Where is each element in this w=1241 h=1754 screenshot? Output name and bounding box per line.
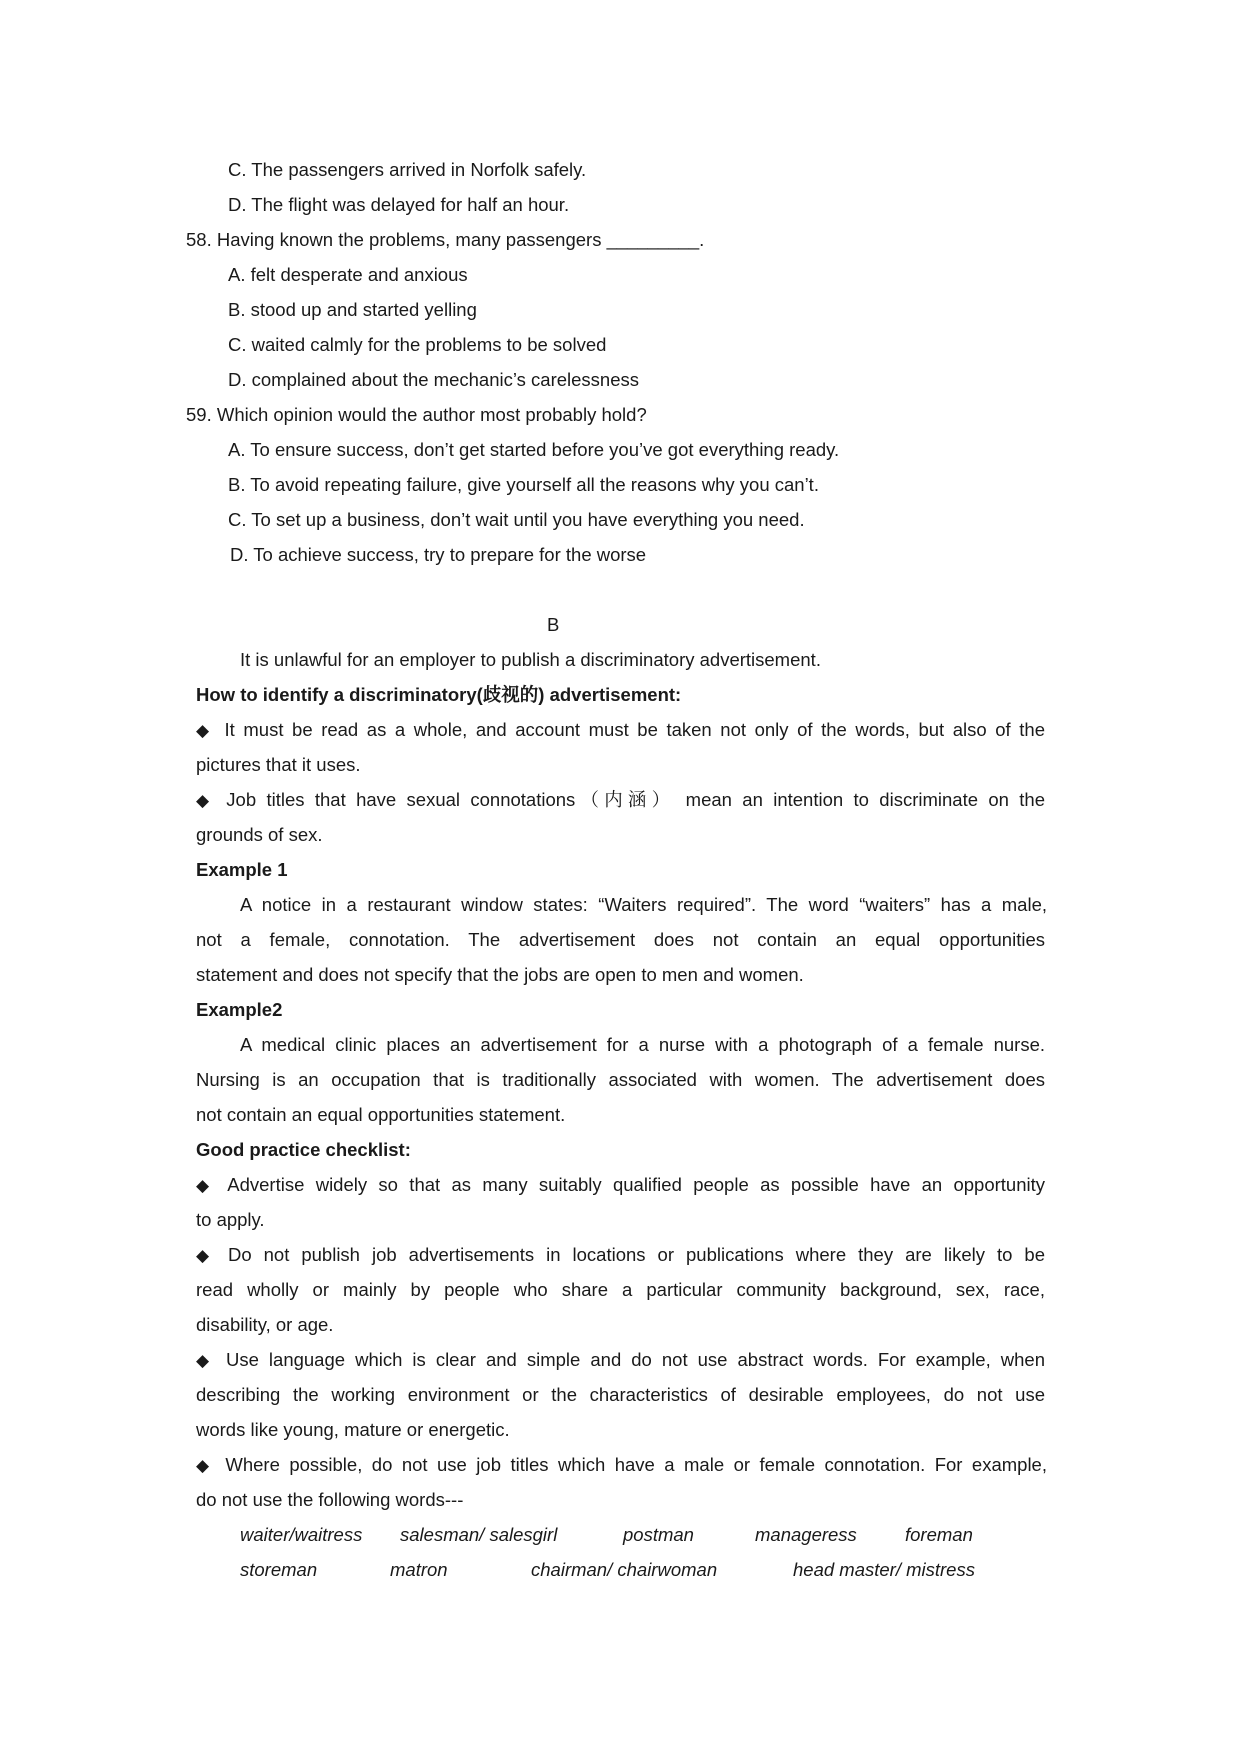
bullet-diamond-icon: ◆ xyxy=(196,791,215,810)
check-1-line-1 xyxy=(196,1173,1045,1198)
q59-stem: 59. Which opinion would the author most probably hold? xyxy=(186,404,647,425)
q57-option-c: C. The passengers arrived in Norfolk safely. xyxy=(228,159,587,180)
job-title-word: waiter/waitress xyxy=(240,1524,363,1545)
bullet-diamond-icon: ◆ xyxy=(196,1176,216,1195)
bullet-1-text: It must be read as a whole, and account must be taken not only of the words, but also of the xyxy=(224,719,1045,740)
bullet-2-line-2: grounds of sex. xyxy=(196,824,323,845)
q58-option-d: D. complained about the mechanic’s carelessness xyxy=(228,369,639,390)
q59-option-d: D. To achieve success, try to prepare for the worse xyxy=(230,544,647,565)
check-4-text: Where possible, do not use job titles which have a male or female connotation. For example, xyxy=(225,1454,1047,1475)
check-3-text: Use language which is clear and simple and do not use abstract words. For example, when xyxy=(225,1349,1045,1370)
bullet-diamond-icon: ◆ xyxy=(196,1351,214,1370)
example-2-line-2: Nursing is an occupation that is traditionally associated with women. The advertisement does xyxy=(196,1069,1045,1090)
example-1-line-1: A notice in a restaurant window states: “Waiters required”. The word “waiters” has a male, xyxy=(240,894,1047,915)
bullet-2-text: Job titles that have sexual connotations（内涵） mean an intention to discriminate on the xyxy=(226,789,1045,810)
bullet-1-line-1 xyxy=(196,718,1045,743)
example-2-line-1: A medical clinic places an advertisement for a nurse with a photograph of a female nurse. xyxy=(240,1034,1045,1055)
check-1-text: Advertise widely so that as many suitably qualified people as possible have an opportunity xyxy=(227,1174,1045,1195)
q58-option-c: C. waited calmly for the problems to be solved xyxy=(228,334,607,355)
identify-heading: How to identify a discriminatory(歧视的) advertisement: xyxy=(196,684,682,705)
check-4-line-1 xyxy=(196,1453,1047,1478)
check-2-line-2: read wholly or mainly by people who share a particular community background, sex, race, xyxy=(196,1279,1045,1300)
check-3-line-1 xyxy=(196,1348,1045,1373)
example-1-heading: Example 1 xyxy=(196,859,288,880)
bullet-diamond-icon: ◆ xyxy=(196,1456,214,1475)
section-intro: It is unlawful for an employer to publish a discriminatory advertisement. xyxy=(240,649,821,670)
q58-option-b: B. stood up and started yelling xyxy=(228,299,477,320)
job-title-word: foreman xyxy=(905,1524,973,1545)
bullet-1-line-2: pictures that it uses. xyxy=(196,754,361,775)
check-2-line-3: disability, or age. xyxy=(196,1314,334,1335)
q58-stem: 58. Having known the problems, many passengers _________. xyxy=(186,229,705,250)
job-title-word: salesman/ salesgirl xyxy=(400,1524,558,1545)
bullet-2-line-1 xyxy=(196,788,1045,813)
example-2-line-3: not contain an equal opportunities statement. xyxy=(196,1104,566,1125)
check-3-line-2: describing the working environment or the characteristics of desirable employees, do not use xyxy=(196,1384,1045,1405)
q59-option-b: B. To avoid repeating failure, give yourself all the reasons why you can’t. xyxy=(228,474,819,495)
example-1-line-3: statement and does not specify that the jobs are open to men and women. xyxy=(196,964,804,985)
q58-option-a: A. felt desperate and anxious xyxy=(228,264,468,285)
check-3-line-3: words like young, mature or energetic. xyxy=(196,1419,510,1440)
job-title-word: matron xyxy=(390,1559,448,1580)
job-title-word: postman xyxy=(623,1524,694,1545)
job-title-word: storeman xyxy=(240,1559,318,1580)
job-title-word: head master/ mistress xyxy=(793,1559,975,1580)
check-2-text: Do not publish job advertisements in locations or publications where they are likely to be xyxy=(227,1244,1045,1265)
bullet-diamond-icon: ◆ xyxy=(196,1246,216,1265)
q59-option-c: C. To set up a business, don’t wait until you have everything you need. xyxy=(228,509,805,530)
example-1-line-2: not a female, connotation. The advertisement does not contain an equal opportunities xyxy=(196,929,1045,950)
check-4-line-2: do not use the following words--- xyxy=(196,1489,464,1510)
bullet-diamond-icon: ◆ xyxy=(196,721,213,740)
check-2-line-1 xyxy=(196,1243,1045,1268)
job-title-word: manageress xyxy=(755,1524,857,1545)
job-title-word: chairman/ chairwoman xyxy=(531,1559,718,1580)
check-1-line-2: to apply. xyxy=(196,1209,265,1230)
section-title: B xyxy=(547,614,560,635)
example-2-heading: Example2 xyxy=(196,999,283,1020)
q57-option-d: D. The flight was delayed for half an hour. xyxy=(228,194,570,215)
checklist-heading: Good practice checklist: xyxy=(196,1139,411,1160)
q59-option-a: A. To ensure success, don’t get started before you’ve got everything ready. xyxy=(228,439,840,460)
